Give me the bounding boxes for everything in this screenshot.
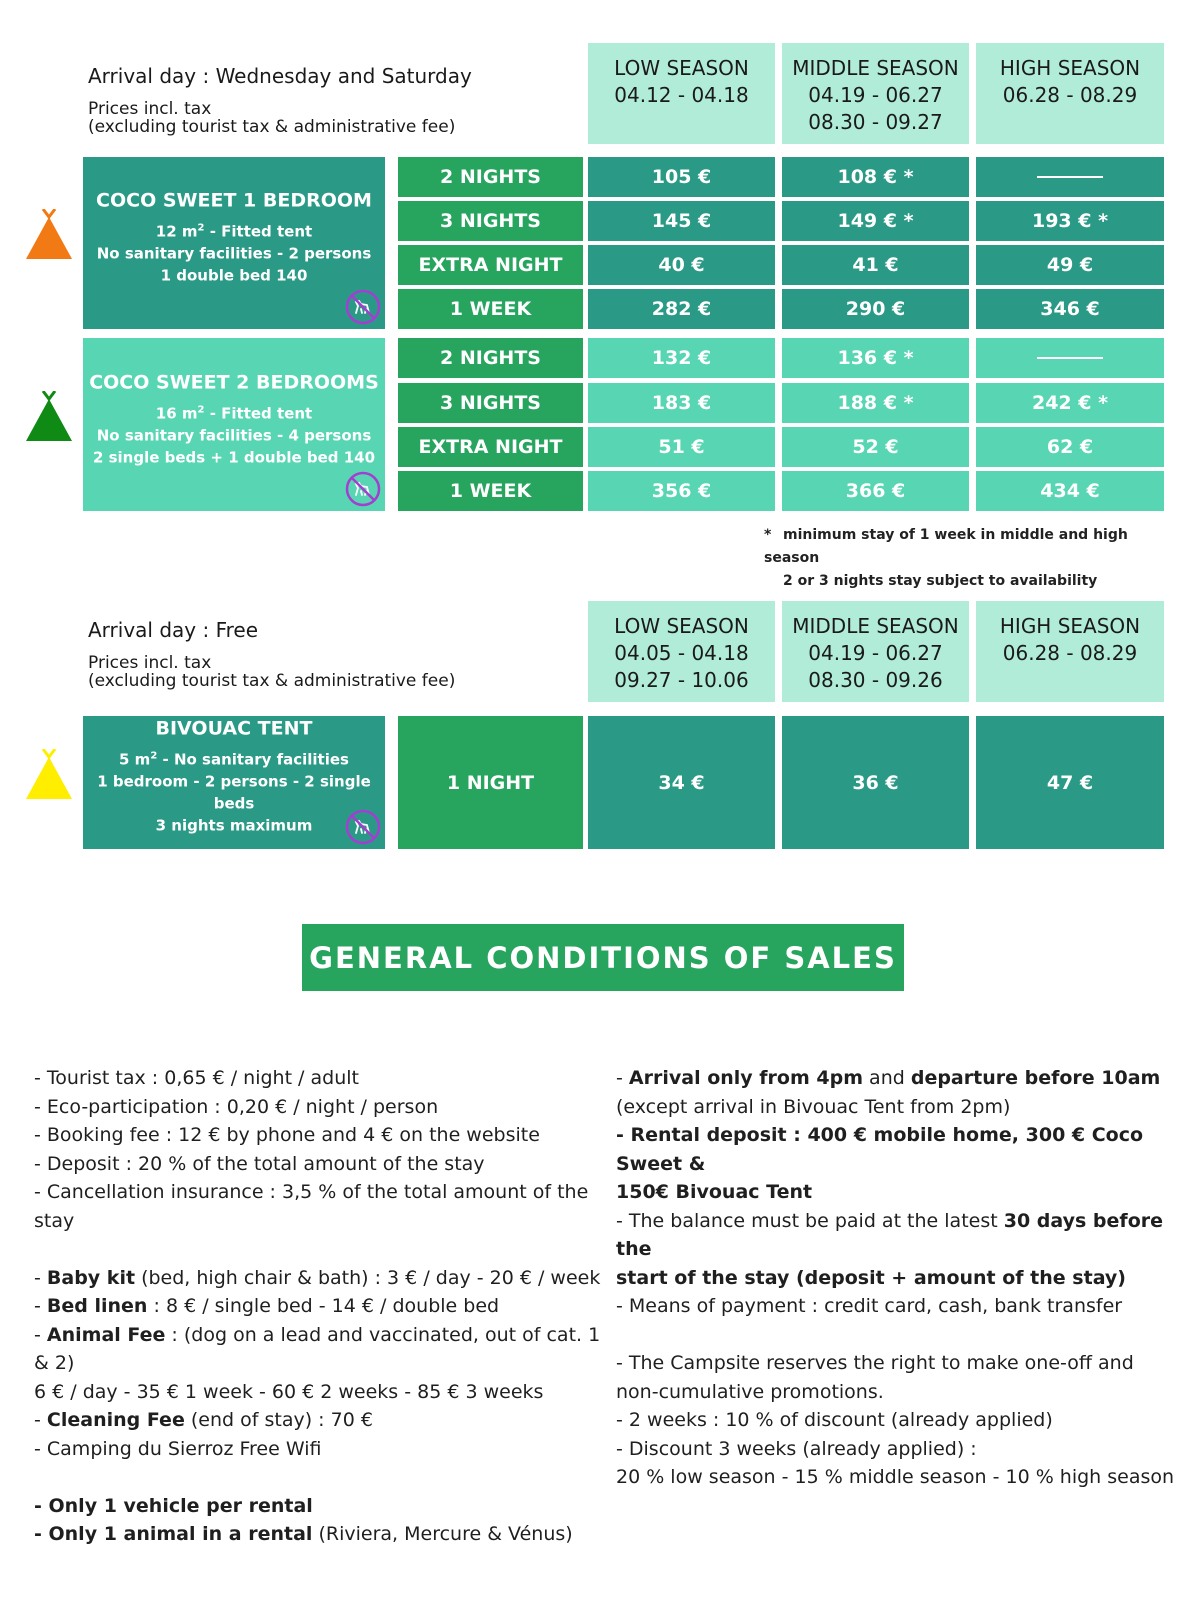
price-cell: 132 €: [588, 338, 775, 378]
area-description: - Fitted tent: [204, 404, 313, 423]
condition-text: Animal Fee: [46, 1323, 166, 1346]
accommodation-text: [83, 717, 385, 836]
price-cell: 40 €: [588, 245, 775, 285]
price-cell: 149 € *: [782, 201, 969, 241]
condition-line: [34, 1492, 614, 1521]
condition-text: - Tourist tax : 0,65 € / night / adult: [34, 1067, 359, 1089]
price-cell: 105 €: [588, 157, 775, 197]
condition-line: [34, 1264, 614, 1293]
prices-exclusion-note-2: (excluding tourist tax & administrative fee): [88, 671, 456, 691]
row-label: 1 WEEK: [398, 471, 583, 511]
condition-line: [34, 1121, 614, 1150]
accommodation-beds: 1 double bed 140: [160, 266, 308, 285]
price-cell: 366 €: [782, 471, 969, 511]
price-cell: 51 €: [588, 427, 775, 467]
season-name: MIDDLE SEASON: [792, 56, 959, 80]
price-cell: [976, 338, 1164, 378]
accommodation-detail: 1 bedroom - 2 persons - 2 single beds: [97, 772, 371, 813]
condition-text: : (dog on a lead and vaccinated, out of cat. 1 & 2): [34, 1323, 601, 1374]
price-cell: 34 €: [588, 716, 775, 849]
season-header-section1-2: [782, 43, 969, 144]
season-dates: 04.19 - 06.27: [808, 641, 943, 665]
condition-line: [34, 1378, 614, 1407]
season-dates: 08.30 - 09.26: [808, 668, 943, 692]
season-name: LOW SEASON: [614, 56, 749, 80]
price-cell: 36 €: [782, 716, 969, 849]
tent-icon: [24, 209, 74, 261]
condition-line: [34, 1292, 614, 1321]
condition-line: [34, 1520, 614, 1549]
price-cell: 242 € *: [976, 383, 1164, 423]
price-cell: 41 €: [782, 245, 969, 285]
accommodation-beds: 3 nights maximum: [155, 816, 313, 835]
condition-text: 20 % low season - 15 % middle season - 10 % high season: [616, 1466, 1175, 1488]
condition-line: [616, 1463, 1186, 1492]
condition-line: [616, 1264, 1186, 1293]
condition-text: and: [863, 1067, 911, 1089]
not-available-dash: [1037, 176, 1103, 178]
condition-text: Baby kit: [46, 1266, 136, 1289]
condition-text: 150€ Bivouac Tent: [616, 1181, 813, 1203]
condition-line: [34, 1093, 614, 1122]
condition-text: : 8 € / single bed - 14 € / double bed: [147, 1295, 500, 1317]
no-dogs-icon: [345, 471, 381, 507]
price-cell: 47 €: [976, 716, 1164, 849]
row-label: 2 NIGHTS: [398, 157, 583, 197]
price-cell: [976, 157, 1164, 197]
section1-intro: [88, 64, 558, 136]
condition-text: -: [34, 1295, 47, 1317]
condition-line: [34, 1064, 614, 1093]
condition-text: - Rental deposit : 400 € mobile home, 300 € Coco Sweet &: [616, 1124, 1144, 1175]
condition-text: - Means of payment : credit card, cash, bank transfer: [616, 1295, 1123, 1317]
accommodation-beds: 2 single beds + 1 double bed 140: [92, 448, 376, 467]
accommodation-area: [83, 399, 385, 424]
season-dates: 04.05 - 04.18: [614, 641, 749, 665]
price-cell: 108 € *: [782, 157, 969, 197]
accommodation-area: [83, 745, 385, 770]
condition-line: [616, 1292, 1186, 1321]
row-label: 3 NIGHTS: [398, 201, 583, 241]
season-name: HIGH SEASON: [999, 614, 1141, 638]
season-header-section2-2: [782, 601, 969, 702]
conditions-left-column: [34, 1064, 614, 1549]
condition-text: 6 € / day - 35 € 1 week - 60 € 2 weeks - 85 € 3 weeks: [34, 1380, 544, 1403]
no-dogs-icon: [345, 289, 381, 325]
price-cell: 282 €: [588, 289, 775, 329]
season-dates: 06.28 - 08.29: [1002, 83, 1138, 107]
blank-line: [34, 1235, 614, 1264]
season-name: LOW SEASON: [614, 614, 749, 638]
accommodation-text: [83, 190, 385, 287]
season-header-section1-3: [976, 43, 1164, 144]
condition-line: [616, 1435, 1186, 1464]
accommodation-name: COCO SWEET 1 BEDROOM: [96, 189, 372, 212]
footnote-line-2: 2 or 3 nights stay subject to availability: [783, 573, 1098, 589]
condition-line: [616, 1349, 1186, 1378]
price-cell: 183 €: [588, 383, 775, 423]
condition-line: [616, 1406, 1186, 1435]
condition-text: 30 days before the: [616, 1209, 1163, 1260]
accommodation-text: [83, 371, 385, 468]
area-value: 16 m: [155, 404, 198, 423]
condition-text: -: [34, 1266, 47, 1289]
conditions-right-column: [616, 1064, 1186, 1492]
no-dogs-icon: [345, 809, 381, 845]
accommodation-panel: [83, 338, 385, 511]
tent-icon: [24, 749, 74, 801]
general-conditions-banner: GENERAL CONDITIONS OF SALES: [302, 924, 904, 991]
price-cell: 193 € *: [976, 201, 1164, 241]
condition-text: departure before 10am: [910, 1067, 1161, 1089]
condition-line: [34, 1435, 614, 1464]
condition-text: -: [34, 1323, 47, 1346]
season-header-section1-1: [588, 43, 775, 144]
row-label: 3 NIGHTS: [398, 383, 583, 423]
area-description: - Fitted tent: [204, 222, 313, 241]
condition-line: [616, 1093, 1186, 1122]
not-available-dash: [1037, 357, 1103, 359]
condition-text: (except arrival in Bivouac Tent from 2pm): [616, 1095, 1011, 1118]
season-header-section2-1: [588, 601, 775, 702]
area-unit-sup: 2: [150, 750, 158, 762]
condition-text: start of the stay (deposit + amount of the stay): [616, 1266, 1126, 1289]
area-description: - No sanitary facilities: [157, 750, 349, 769]
condition-text: - Only 1 vehicle per rental: [34, 1494, 313, 1517]
season-name: MIDDLE SEASON: [792, 614, 959, 638]
season-dates: 08.30 - 09.27: [808, 110, 943, 134]
price-cell: 52 €: [782, 427, 969, 467]
price-cell: 136 € *: [782, 338, 969, 378]
footnote-star: *: [764, 527, 772, 543]
area-unit-sup: 2: [197, 404, 205, 416]
prices-incl-tax: Prices incl. tax: [88, 99, 212, 119]
season-dates: 04.12 - 04.18: [614, 83, 749, 107]
accommodation-name: BIVOUAC TENT: [155, 717, 313, 740]
condition-text: Cleaning Fee: [46, 1409, 185, 1431]
condition-text: non-cumulative promotions.: [616, 1380, 884, 1403]
footnote-line-1: minimum stay of 1 week in middle and high season: [764, 527, 1128, 566]
accommodation-detail: No sanitary facilities - 2 persons: [96, 244, 372, 263]
accommodation-area: [83, 218, 385, 243]
row-label: 1 WEEK: [398, 289, 583, 329]
row-label: EXTRA NIGHT: [398, 245, 583, 285]
price-cell: 434 €: [976, 471, 1164, 511]
condition-line: [616, 1064, 1186, 1093]
condition-line: [616, 1378, 1186, 1407]
condition-line: [616, 1207, 1186, 1264]
footnote: [764, 524, 1184, 593]
price-cell: 356 €: [588, 471, 775, 511]
row-label: EXTRA NIGHT: [398, 427, 583, 467]
condition-text: - Deposit : 20 % of the total amount of the stay: [34, 1152, 485, 1175]
season-dates: 06.28 - 08.29: [1002, 641, 1138, 665]
arrival-day-text: Arrival day : Wednesday and Saturday: [88, 64, 472, 88]
season-dates: 09.27 - 10.06: [614, 668, 749, 692]
condition-text: - Booking fee : 12 € by phone and 4 € on the website: [34, 1124, 540, 1146]
condition-line: [34, 1406, 614, 1435]
condition-line: [34, 1150, 614, 1179]
condition-line: [34, 1178, 614, 1235]
blank-line: [616, 1321, 1186, 1350]
season-dates: 04.19 - 06.27: [808, 83, 943, 107]
condition-text: -: [34, 1409, 47, 1431]
condition-text: - 2 weeks : 10 % of discount (already applied): [616, 1409, 1053, 1431]
condition-text: - Cancellation insurance : 3,5 % of the total amount of the stay: [34, 1181, 589, 1232]
row-label: 2 NIGHTS: [398, 338, 583, 378]
prices-exclusion-note: (excluding tourist tax & administrative fee): [88, 117, 456, 137]
condition-text: Bed linen: [46, 1295, 148, 1317]
accommodation-panel: [83, 157, 385, 329]
season-name: HIGH SEASON: [999, 56, 1141, 80]
price-cell: 290 €: [782, 289, 969, 329]
price-cell: 346 €: [976, 289, 1164, 329]
accommodation-panel: [83, 716, 385, 849]
accommodation-name: COCO SWEET 2 BEDROOMS: [89, 371, 379, 394]
condition-line: [34, 1321, 614, 1378]
condition-line: [616, 1121, 1186, 1178]
area-unit-sup: 2: [197, 222, 205, 234]
condition-text: - Eco-participation : 0,20 € / night / person: [34, 1095, 439, 1118]
row-label: 1 NIGHT: [398, 716, 583, 849]
condition-text: (end of stay) : 70 €: [184, 1409, 373, 1431]
condition-text: (bed, high chair & bath) : 3 € / day - 20 € / week: [135, 1266, 601, 1289]
area-value: 5 m: [119, 750, 151, 769]
price-cell: 145 €: [588, 201, 775, 241]
season-header-section2-3: [976, 601, 1164, 702]
condition-text: - The balance must be paid at the latest: [616, 1209, 1004, 1232]
section2-intro: [88, 618, 558, 690]
condition-text: - Discount 3 weeks (already applied) :: [616, 1437, 977, 1460]
condition-text: - Only 1 animal in a rental: [34, 1523, 313, 1545]
condition-text: -: [616, 1067, 629, 1089]
price-cell: 62 €: [976, 427, 1164, 467]
condition-line: [616, 1178, 1186, 1207]
price-cell: 188 € *: [782, 383, 969, 423]
condition-text: Arrival only from 4pm: [628, 1067, 864, 1089]
blank-line: [34, 1463, 614, 1492]
area-value: 12 m: [155, 222, 198, 241]
arrival-day-free-text: Arrival day : Free: [88, 618, 259, 642]
accommodation-detail: No sanitary facilities - 4 persons: [96, 426, 372, 445]
condition-text: - The Campsite reserves the right to make one-off and: [616, 1352, 1134, 1374]
condition-text: - Camping du Sierroz Free Wifi: [34, 1437, 322, 1460]
tent-icon: [24, 391, 74, 443]
prices-incl-tax-2: Prices incl. tax: [88, 653, 212, 673]
price-cell: 49 €: [976, 245, 1164, 285]
condition-text: (Riviera, Mercure & Vénus): [312, 1523, 573, 1545]
